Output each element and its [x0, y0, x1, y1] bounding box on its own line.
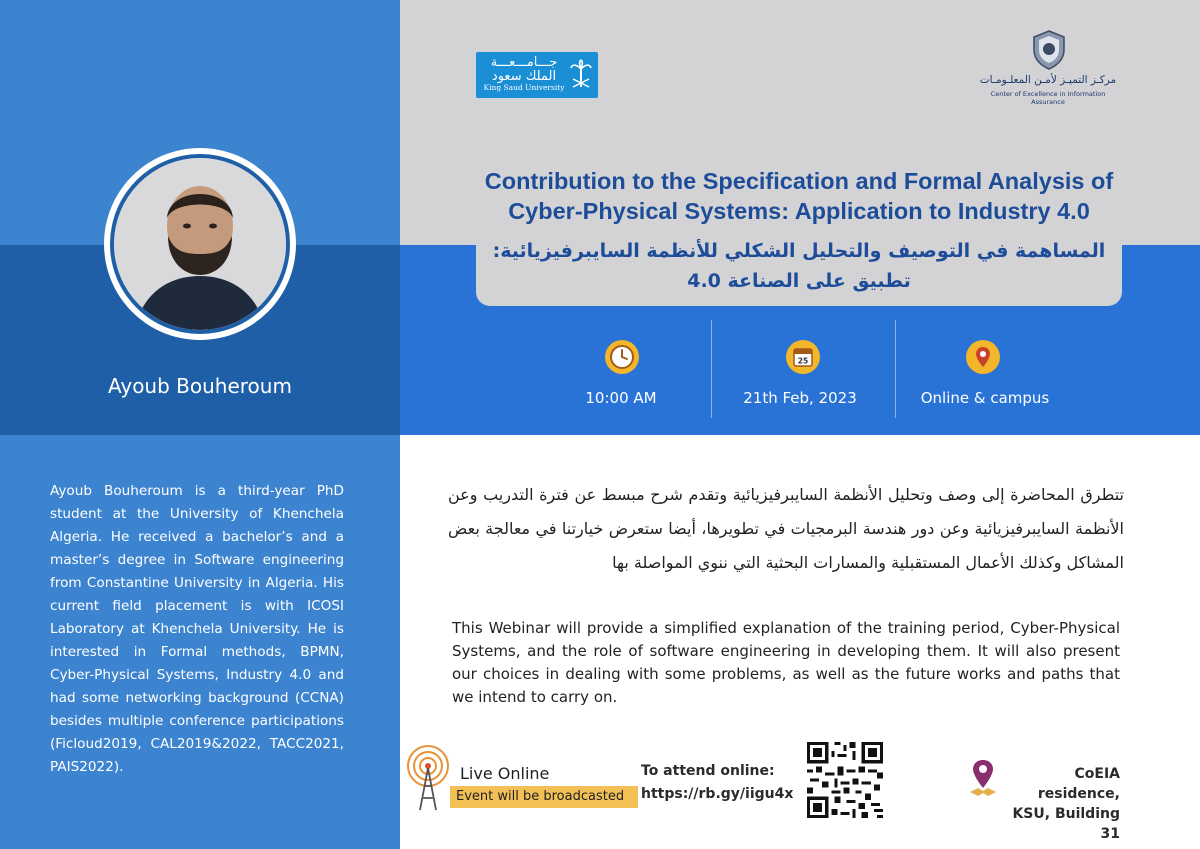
palm-emblem-icon [570, 59, 592, 91]
title-english-line-1: Contribution to the Specification and Formal Analysis of [484, 168, 1114, 194]
calendar-icon [786, 340, 820, 374]
coeia-logo-arabic: مركـز التميـز لأمـن المعلـومـات [979, 74, 1117, 86]
ksu-logo-english: King Saud University [483, 83, 565, 92]
venue-line-2: KSU, Building 31 [1012, 806, 1120, 842]
title-arabic-line-2: تطبيق على الصناعة 4.0 [687, 270, 911, 292]
map-pin-icon [966, 340, 1000, 374]
time-label: 10:00 AM [585, 389, 657, 407]
title-arabic-line-1: المساهمة في التوصيف والتحليل الشكلي للأنظمة السايبرفيزيائية: [492, 240, 1106, 262]
coeia-logo-english: Center of Excellence in Information Assurance [990, 90, 1106, 106]
ksu-logo-arabic: جـــامـــعـــة الملك سعود [490, 55, 558, 84]
attend-online-label: To attend online: [641, 763, 775, 779]
title-english-line-2: Cyber-Physical Systems: Application to Industry 4.0 [508, 198, 1090, 224]
title-english [476, 166, 1122, 226]
qr-code[interactable] [807, 742, 883, 818]
venue-text [1000, 764, 1120, 844]
speaker-bio: Ayoub Bouheroum is a third-year PhD student at the University of Khenchela Algeria. He received a bachelor’s and a master’s degree in Software engineering from Constantine University in Algeria. His current field placement is with ICOSI Laboratory at Khenchela University. He is interested in Formal methods, BPMN, Cyber-Physical Systems, Industry 4.0 and had some networking background (CCNA) besides multiple conference participations (Ficloud2019, CAL2019&2022, TACC2021, PAIS2022). [50, 483, 344, 775]
speaker-name: Ayoub Bouheroum [108, 374, 292, 398]
live-online-title: Live Online [460, 764, 550, 783]
location-label: Online & campus [920, 389, 1050, 407]
description-arabic: تتطرق المحاضرة إلى وصف وتحليل الأنظمة السايبرفيزيائية وتقدم شرح مبسط عن فترة التدريب وعن الأنظمة السايبرفيزيائية وعن دور هندسة البرمجيات في تطويرها، أيضا ستعرض خيارتنا في معالجة بعض المشاكل وكذلك الأعمال المستقبلية والمسارات البحثية التي ننوي المواصلة بها [448, 485, 1124, 572]
attend-online-link[interactable]: https://rb.gy/iigu4x [641, 786, 794, 802]
speaker-photo [114, 158, 286, 330]
title-arabic [476, 236, 1122, 296]
shield-emblem-icon [1031, 30, 1067, 70]
clock-icon [605, 340, 639, 374]
title-card [476, 150, 1122, 306]
description-english: This Webinar will provide a simplified explanation of the training period, Cyber-Physical Systems, and the role of software engineering in developing them. It will also present our choices in dealing with some problems, as well as the future works and paths that we intend to carry on. [452, 619, 1120, 706]
live-online-subtitle: Event will be broadcasted [450, 786, 638, 808]
coeia-logo [975, 30, 1121, 106]
venue-pin-icon [968, 758, 998, 798]
calendar-day: 25 [797, 356, 809, 366]
date-label: 21th Feb, 2023 [743, 389, 857, 407]
ksu-logo [476, 52, 598, 98]
venue-line-1: CoEIA residence, [1037, 766, 1120, 802]
